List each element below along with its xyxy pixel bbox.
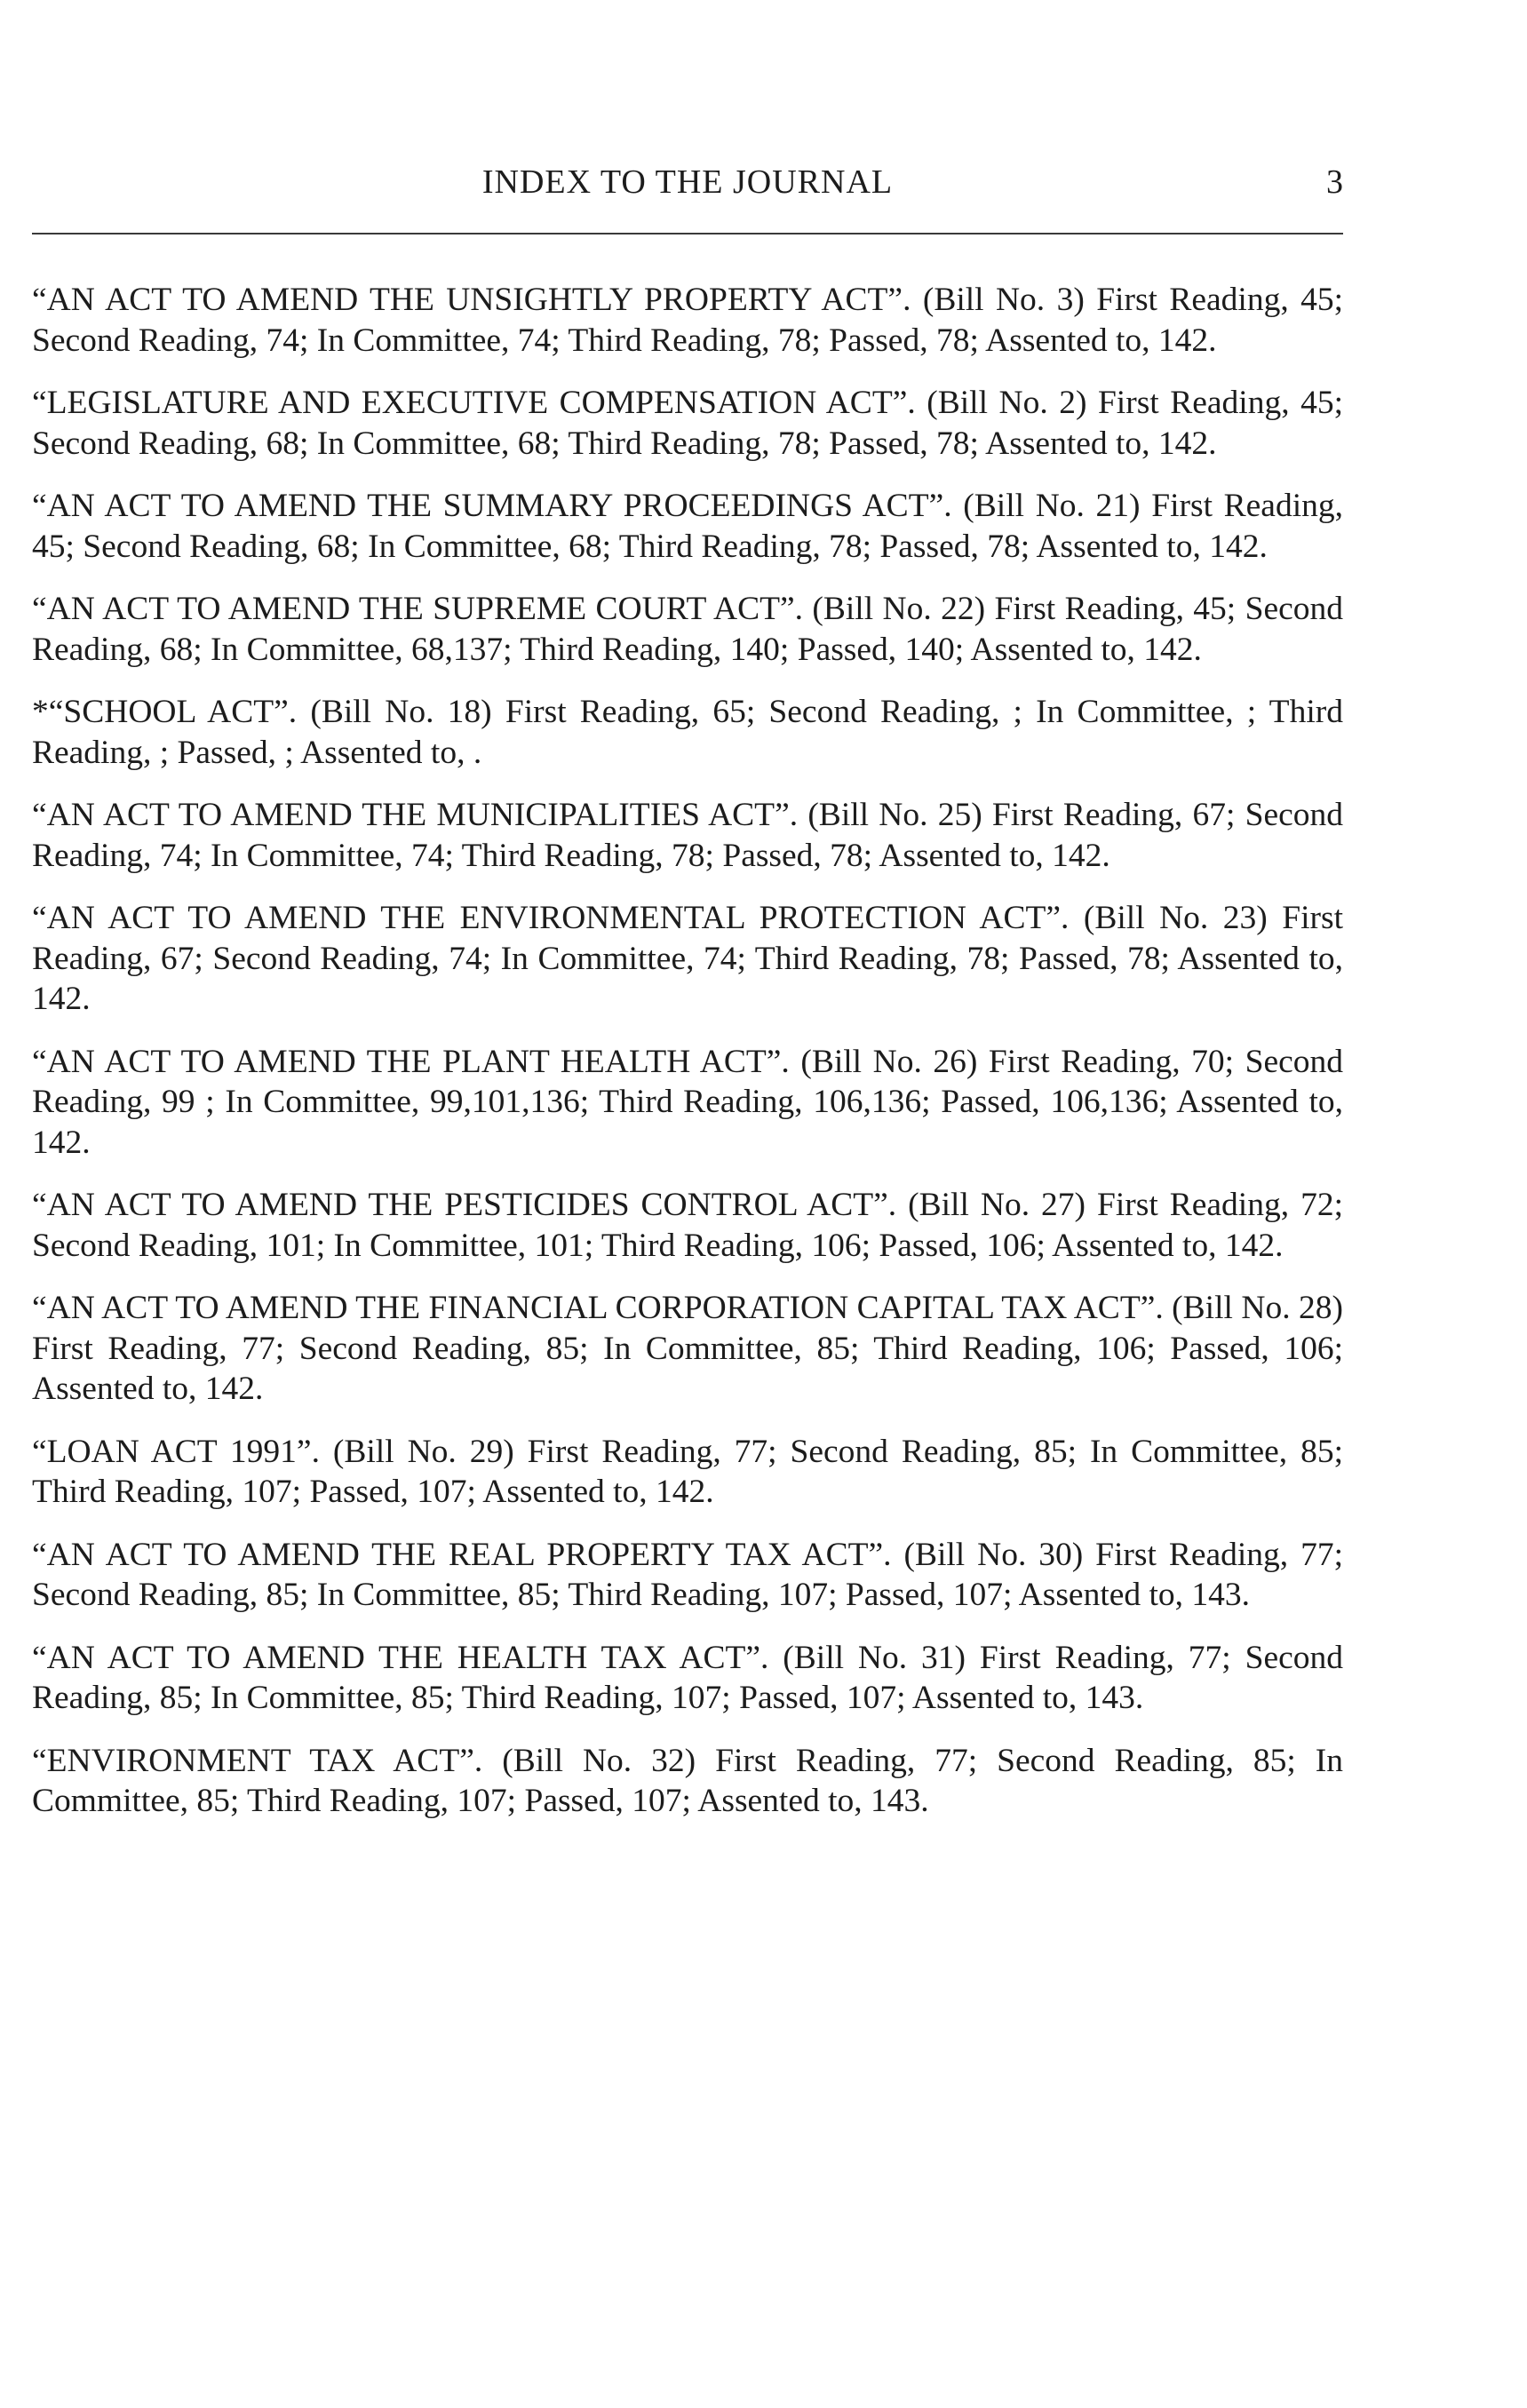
index-entry: “AN ACT TO AMEND THE FINANCIAL CORPORATION CAPITAL TAX ACT”. (Bill No. 28) First Reading, 77; Second Reading, 85; In Committee, 85; Third Reading, 106; Passed, 106; Assented to, 142. <box>32 1290 1343 1407</box>
index-entry: “AN ACT TO AMEND THE PESTICIDES CONTROL ACT”. (Bill No. 27) First Reading, 72; Second Reading, 101; In Committee, 101; Third Reading, 106; Passed, 106; Assented to, 142. <box>32 1187 1343 1264</box>
running-head <box>32 160 1343 204</box>
index-entry: “ENVIRONMENT TAX ACT”. (Bill No. 32) First Reading, 77; Second Reading, 85; In Committee, 85; Third Reading, 107; Passed, 107; Assented to, 143. <box>32 1742 1343 1819</box>
index-entry: “AN ACT TO AMEND THE ENVIRONMENTAL PROTECTION ACT”. (Bill No. 23) First Reading, 67; Second Reading, 74; In Committee, 74; Third Reading, 78; Passed, 78; Assented to, 142. <box>32 900 1343 1017</box>
index-entry: “AN ACT TO AMEND THE SUPREME COURT ACT”. (Bill No. 22) First Reading, 45; Second Reading, 68; In Committee, 68,137; Third Reading, 140; Passed, 140; Assented to, 142. <box>32 591 1343 668</box>
index-entries <box>32 280 1343 1844</box>
page-number: 3 <box>1326 163 1343 201</box>
index-entry: “LEGISLATURE AND EXECUTIVE COMPENSATION ACT”. (Bill No. 2) First Reading, 45; Second Reading, 68; In Committee, 68; Third Reading, 78; Passed, 78; Assented to, 142. <box>32 385 1343 462</box>
index-entry: “AN ACT TO AMEND THE HEALTH TAX ACT”. (Bill No. 31) First Reading, 77; Second Reading, 85; In Committee, 85; Third Reading, 107; Passed, 107; Assented to, 143. <box>32 1639 1343 1716</box>
index-entry: “AN ACT TO AMEND THE MUNICIPALITIES ACT”. (Bill No. 25) First Reading, 67; Second Reading, 74; In Committee, 74; Third Reading, 78; Passed, 78; Assented to, 142. <box>32 797 1343 874</box>
index-entry: *“SCHOOL ACT”. (Bill No. 18) First Reading, 65; Second Reading, ; In Committee, ; Third Reading, ; Passed, ; Assented to, . <box>32 694 1343 771</box>
index-entry: “AN ACT TO AMEND THE PLANT HEALTH ACT”. (Bill No. 26) First Reading, 70; Second Reading, 99 ; In Committee, 99,101,136; Third Reading, 106,136; Passed, 106,136; Assented to, 142. <box>32 1043 1343 1161</box>
index-entry: “AN ACT TO AMEND THE UNSIGHTLY PROPERTY ACT”. (Bill No. 3) First Reading, 45; Second Reading, 74; In Committee, 74; Third Reading, 78; Passed, 78; Assented to, 142. <box>32 282 1343 359</box>
header-divider <box>32 233 1343 234</box>
index-entry: “AN ACT TO AMEND THE SUMMARY PROCEEDINGS ACT”. (Bill No. 21) First Reading, 45; Second Reading, 68; In Committee, 68; Third Reading, 78; Passed, 78; Assented to, 142. <box>32 488 1343 565</box>
page-title: INDEX TO THE JOURNAL <box>481 163 894 201</box>
index-entry: “LOAN ACT 1991”. (Bill No. 29) First Reading, 77; Second Reading, 85; In Committee, 85; Third Reading, 107; Passed, 107; Assented to, 142. <box>32 1433 1343 1510</box>
index-entry: “AN ACT TO AMEND THE REAL PROPERTY TAX ACT”. (Bill No. 30) First Reading, 77; Second Reading, 85; In Committee, 85; Third Reading, 107; Passed, 107; Assented to, 143. <box>32 1536 1343 1613</box>
